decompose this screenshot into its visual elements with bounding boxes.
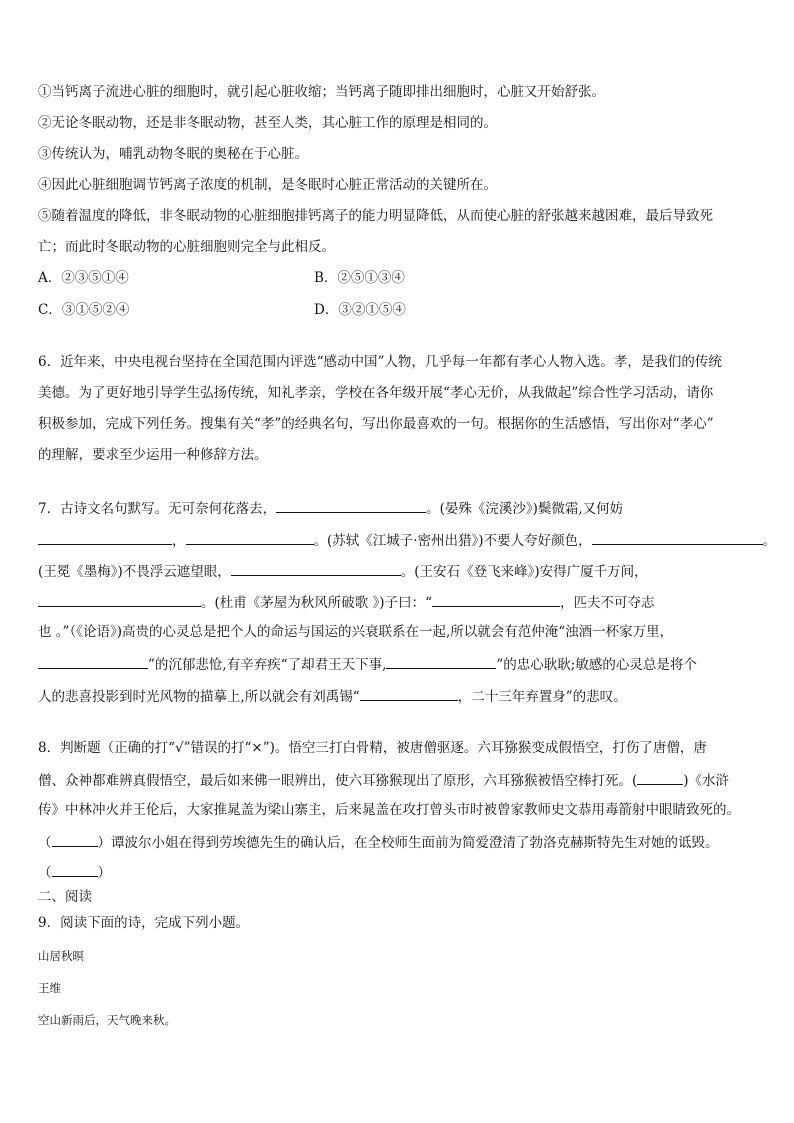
poem-title: 山居秋暝 bbox=[38, 949, 84, 963]
q6-line-2: 美德。为了更好地引导学生弘扬传统，知礼孝亲，学校在各年级开展“孝心无价，从我做起”综合性学习活动，请你 bbox=[38, 385, 714, 401]
q7-text: 。(晏殊《浣溪沙》)鬓微霜,又何妨 bbox=[426, 501, 624, 517]
fill-blank[interactable] bbox=[231, 561, 401, 576]
q7-text: 。 bbox=[762, 533, 777, 549]
fill-blank[interactable] bbox=[186, 530, 314, 545]
answer-blank[interactable] bbox=[52, 862, 98, 877]
answer-blank[interactable] bbox=[637, 770, 683, 785]
option-d[interactable]: D．③②①⑤④ bbox=[314, 302, 406, 318]
q8-text: 僧、众神都难辨真假悟空，最后如来佛一眼辨出，使六耳猕猴现出了原形，六耳猕猴被悟空棒打死。( bbox=[38, 773, 638, 789]
q7-line-3 bbox=[38, 561, 648, 581]
sentence-5-line-1: ⑤随着温度的降低，非冬眠动物的心脏细胞排钙离子的能力明显降低，从而使心脏的舒张越来越困难，最后导致死 bbox=[38, 208, 713, 224]
q7-text: ， bbox=[172, 533, 186, 549]
sentence-5-line-2: 亡；而此时冬眠动物的心脏细胞则完全与此相反。 bbox=[38, 239, 335, 255]
fill-blank[interactable] bbox=[276, 498, 426, 513]
q6-line-3: 积极参加，完成下列任务。搜集有关“孝”的经典名句，写出你最喜欢的一句。根据你的生活感悟，写出你对“孝心” bbox=[38, 416, 714, 432]
sentence-2: ②无论冬眠动物，还是非冬眠动物，甚至人类，其心脏工作的原理是相同的。 bbox=[38, 115, 497, 131]
fill-blank[interactable] bbox=[38, 592, 201, 607]
q7-text: 人的悲喜投影到时光风物的描摹上,所以就会有刘禹锡“ bbox=[38, 689, 360, 705]
sentence-1: ①当钙离子流进心脏的细胞时，就引起心脏收缩；当钙离子随即排出细胞时，心脏又开始舒张。 bbox=[38, 84, 605, 100]
q8-text: ）谭波尔小姐在得到劳埃德先生的确认后，在全校师生面前为简爱澄清了勃洛克赫斯特先生对她的诋毁。 bbox=[97, 835, 719, 851]
fill-blank[interactable] bbox=[592, 530, 763, 545]
q8-line-1: 8．判断题（正确的打“√”错误的打“×”)。悟空三打白骨精，被唐僧驱逐。六耳猕猴变成假悟空，打伤了唐僧，唐 bbox=[38, 740, 707, 756]
section-title: 二、阅读 bbox=[38, 889, 92, 905]
sentence-4: ④因此心脏细胞调节钙离子浓度的机制，是冬眠时心脏正常活动的关键所在。 bbox=[38, 177, 497, 193]
q8-text: （ bbox=[38, 835, 52, 851]
q7-line-1 bbox=[38, 498, 623, 518]
q7-text: (王冕《墨梅》)不畏浮云遮望眼， bbox=[38, 564, 231, 580]
q8-line-5 bbox=[38, 862, 111, 882]
fill-blank[interactable] bbox=[38, 654, 148, 669]
q8-text: ） bbox=[97, 865, 111, 881]
q6-line-4: 的理解，要求至少运用一种修辞方法。 bbox=[38, 447, 268, 463]
q8-line-4 bbox=[38, 832, 719, 852]
q7-text: 7．古诗文名句默写。无可奈何花落去， bbox=[38, 501, 277, 517]
q8-text: )《水浒 bbox=[683, 773, 730, 789]
q8-line-2 bbox=[38, 770, 729, 790]
q7-text: ，匹夫不可夺志 bbox=[559, 595, 655, 611]
q8-line-3: 传》中林冲火并王伦后，大家推晁盖为梁山寨主，后来晁盖在攻打曾头市时被曾家教师史文恭用毒箭射中眼睛致死的。 bbox=[38, 802, 740, 818]
q7-line-4 bbox=[38, 592, 654, 612]
fill-blank[interactable] bbox=[38, 530, 172, 545]
poem-author: 王维 bbox=[38, 981, 61, 995]
q8-text: （ bbox=[38, 865, 52, 881]
q7-line-2 bbox=[38, 530, 776, 550]
fill-blank[interactable] bbox=[432, 592, 560, 607]
q9-prompt: 9．阅读下面的诗，完成下列小题。 bbox=[38, 915, 250, 931]
q7-text: 。(杜甫《茅屋为秋风所破歌 》)子曰：“ bbox=[201, 595, 432, 611]
q7-line-6 bbox=[38, 654, 697, 674]
option-a[interactable]: A．②③⑤①④ bbox=[38, 270, 129, 286]
q7-line-7 bbox=[38, 686, 627, 706]
q7-line-5: 也 。”（《论语》)高贵的心灵总是把个人的命运与国运的兴衰联系在一起,所以就会有范仲淹“浊酒一杯家万里， bbox=[38, 624, 674, 640]
option-c[interactable]: C．③①⑤②④ bbox=[38, 302, 130, 318]
poem-line-1: 空山新雨后，天气晚来秋。 bbox=[38, 1013, 176, 1027]
q7-text: ”的沉郁悲怆,有辛弃疾“了却君王天下事, bbox=[148, 657, 387, 673]
q7-text: ”的忠心耿耿;敏感的心灵总是将个 bbox=[496, 657, 697, 673]
answer-blank[interactable] bbox=[52, 832, 98, 847]
sentence-3: ③传统认为，哺乳动物冬眠的奥秘在于心脏。 bbox=[38, 146, 308, 162]
q7-text: ，二十三年弃置身”的悲叹。 bbox=[457, 689, 627, 705]
fill-blank[interactable] bbox=[386, 654, 496, 669]
q7-text: 。(苏轼《江城子·密州出猎》)不要人夸好颜色， bbox=[313, 533, 592, 549]
q7-text: 。(王安石《登飞来峰》)安得广厦千万间， bbox=[400, 564, 648, 580]
fill-blank[interactable] bbox=[360, 686, 458, 701]
option-b[interactable]: B．②⑤①③④ bbox=[314, 270, 405, 286]
q6-line-1: 6．近年来，中央电视台坚持在全国范围内评选“感动中国”人物，几乎每一年都有孝心人物入选。孝，是我们的传统 bbox=[38, 354, 722, 370]
